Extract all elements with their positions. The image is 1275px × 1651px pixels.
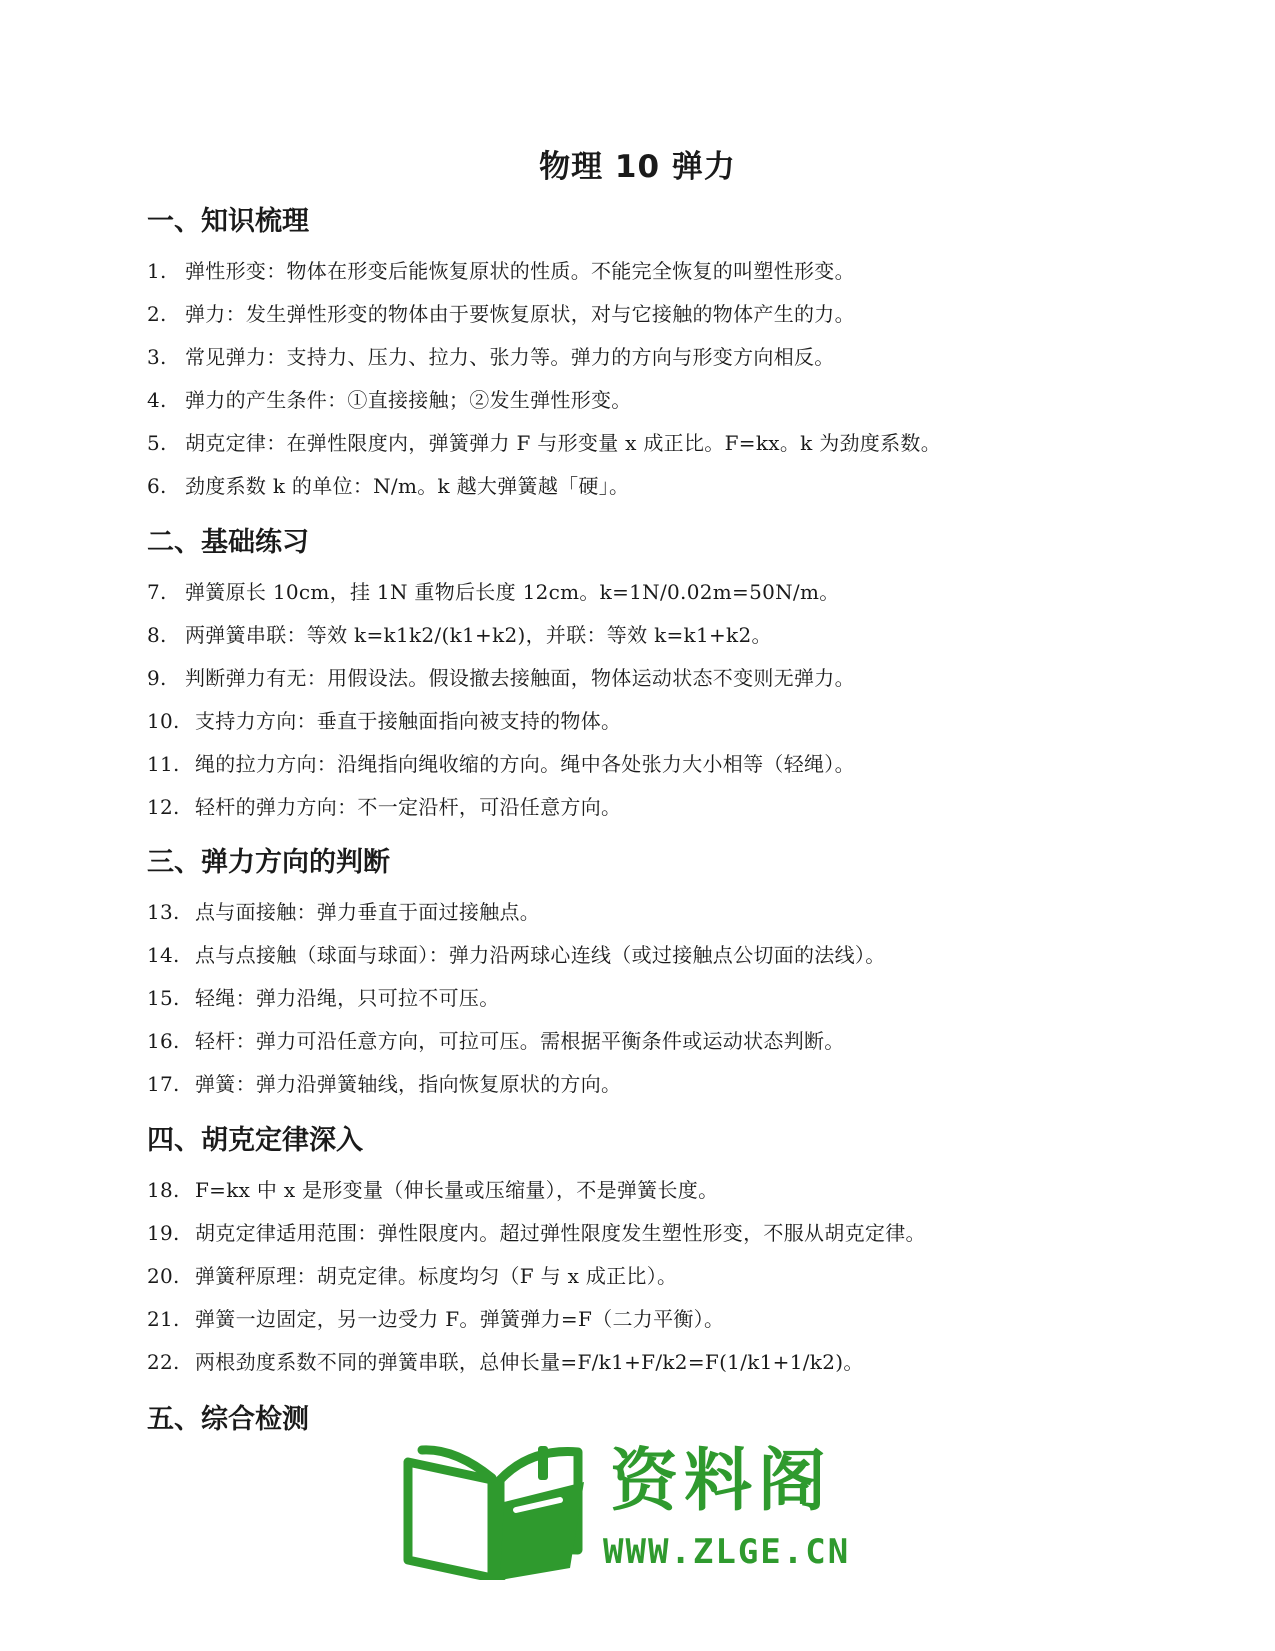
list-item: [147, 934, 1207, 977]
section-heading: 四、胡克定律深入: [147, 1125, 363, 1156]
section-hooke-law: [147, 1121, 1207, 1384]
item-text: 劲度系数 k 的单位：N/m。k 越大弹簧越「硬」。: [185, 474, 630, 498]
list-item: [147, 700, 1207, 743]
item-number: 20.: [147, 1264, 180, 1288]
item-number: 15.: [147, 986, 180, 1010]
watermark-name: 资料阁: [610, 1442, 833, 1521]
item-text: 弹性形变：物体在形变后能恢复原状的性质。不能完全恢复的叫塑性形变。: [185, 259, 855, 283]
item-number: 7.: [147, 580, 167, 604]
list-item: [147, 657, 1207, 700]
list-item: [147, 1255, 1207, 1298]
section-comprehensive-test: [147, 1400, 1207, 1440]
list-item: [147, 977, 1207, 1020]
item-list: [147, 891, 1207, 1106]
item-text: 胡克定律适用范围：弹性限度内。超过弹性限度发生塑性形变，不服从胡克定律。: [195, 1221, 926, 1245]
item-text: 弹簧一边固定，另一边受力 F。弹簧弹力=F（二力平衡）。: [195, 1307, 725, 1331]
item-text: 支持力方向：垂直于接触面指向被支持的物体。: [195, 709, 622, 733]
item-text: 轻绳：弹力沿绳，只可拉不可压。: [195, 986, 500, 1010]
item-number: 5.: [147, 431, 167, 455]
list-item: [147, 1020, 1207, 1063]
item-number: 12.: [147, 795, 180, 819]
item-text: F=kx 中 x 是形变量（伸长量或压缩量），不是弹簧长度。: [195, 1178, 719, 1202]
list-item: [147, 336, 1207, 379]
section-basic-practice: [147, 523, 1207, 829]
section-heading: 二、基础练习: [147, 527, 309, 558]
list-item: [147, 614, 1207, 657]
list-item: [147, 1212, 1207, 1255]
item-list: [147, 250, 1207, 508]
list-item: [147, 571, 1207, 614]
item-number: 6.: [147, 474, 167, 498]
item-number: 14.: [147, 943, 180, 967]
list-item: [147, 250, 1207, 293]
item-text: 轻杆的弹力方向：不一定沿杆，可沿任意方向。: [195, 795, 622, 819]
item-number: 18.: [147, 1178, 180, 1202]
list-item: [147, 891, 1207, 934]
item-text: 胡克定律：在弹性限度内，弹簧弹力 F 与形变量 x 成正比。F=kx。k 为劲度系数。: [185, 431, 941, 455]
list-item: [147, 1169, 1207, 1212]
page-title: 物理 10 弹力: [539, 149, 736, 185]
item-list: [147, 1169, 1207, 1384]
item-number: 11.: [147, 752, 180, 776]
watermark-url: WWW.ZLGE.CN: [603, 1532, 851, 1572]
section-direction-judgement: [147, 843, 1207, 1106]
item-text: 弹力的产生条件：①直接接触；②发生弹性形变。: [185, 388, 632, 412]
section-heading: 一、知识梳理: [147, 206, 309, 237]
item-number: 2.: [147, 302, 167, 326]
item-text: 两弹簧串联：等效 k=k1k2/(k1+k2)，并联：等效 k=k1+k2。: [185, 623, 772, 647]
list-item: [147, 379, 1207, 422]
item-number: 19.: [147, 1221, 180, 1245]
item-text: 弹簧：弹力沿弹簧轴线，指向恢复原状的方向。: [195, 1072, 622, 1096]
item-text: 两根劲度系数不同的弹簧串联，总伸长量=F/k1+F/k2=F(1/k1+1/k2)。: [195, 1350, 864, 1374]
item-number: 1.: [147, 259, 167, 283]
item-text: 绳的拉力方向：沿绳指向绳收缩的方向。绳中各处张力大小相等（轻绳）。: [195, 752, 855, 776]
section-heading: 三、弹力方向的判断: [147, 847, 390, 878]
list-item: [147, 293, 1207, 336]
list-item: [147, 422, 1207, 465]
section-heading: 五、综合检测: [147, 1404, 309, 1435]
item-number: 17.: [147, 1072, 180, 1096]
item-number: 16.: [147, 1029, 180, 1053]
section-knowledge: [147, 202, 1207, 508]
item-text: 弹簧原长 10cm，挂 1N 重物后长度 12cm。k=1N/0.02m=50N/m。: [185, 580, 840, 604]
item-number: 22.: [147, 1350, 180, 1374]
list-item: [147, 786, 1207, 829]
list-item: [147, 743, 1207, 786]
item-text: 弹簧秤原理：胡克定律。标度均匀（F 与 x 成正比）。: [195, 1264, 678, 1288]
list-item: [147, 465, 1207, 508]
item-number: 10.: [147, 709, 180, 733]
watermark-logo: [400, 1440, 860, 1580]
item-text: 弹力：发生弹性形变的物体由于要恢复原状，对与它接触的物体产生的力。: [185, 302, 855, 326]
open-book-icon: [400, 1440, 590, 1580]
item-text: 点与面接触：弹力垂直于面过接触点。: [195, 900, 541, 924]
item-number: 13.: [147, 900, 180, 924]
item-text: 判断弹力有无：用假设法。假设撤去接触面，物体运动状态不变则无弹力。: [185, 666, 855, 690]
item-text: 点与点接触（球面与球面）：弹力沿两球心连线（或过接触点公切面的法线）。: [195, 943, 886, 967]
list-item: [147, 1298, 1207, 1341]
item-number: 21.: [147, 1307, 180, 1331]
item-text: 常见弹力：支持力、压力、拉力、张力等。弹力的方向与形变方向相反。: [185, 345, 835, 369]
list-item: [147, 1341, 1207, 1384]
item-list: [147, 571, 1207, 829]
item-text: 轻杆：弹力可沿任意方向，可拉可压。需根据平衡条件或运动状态判断。: [195, 1029, 845, 1053]
item-number: 8.: [147, 623, 167, 647]
item-number: 9.: [147, 666, 167, 690]
item-number: 4.: [147, 388, 167, 412]
item-number: 3.: [147, 345, 167, 369]
list-item: [147, 1063, 1207, 1106]
